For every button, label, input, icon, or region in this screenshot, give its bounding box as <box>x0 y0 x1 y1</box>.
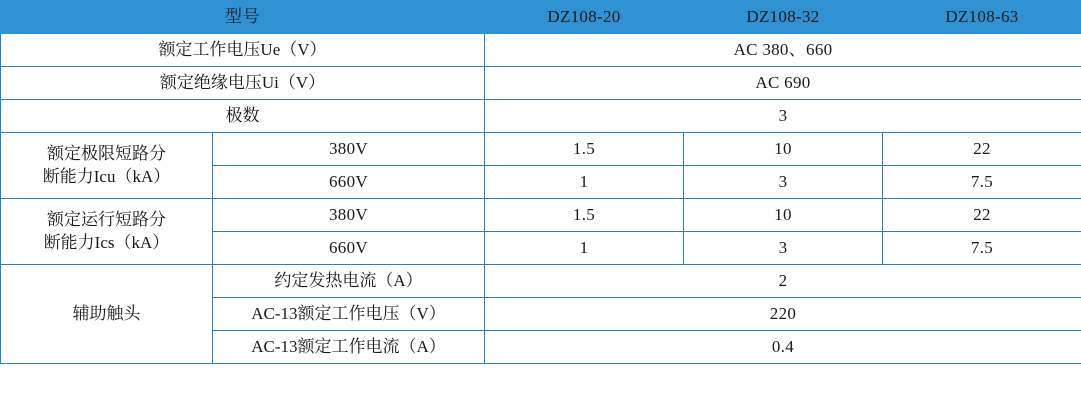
sub-label-ics-380v: 380V <box>213 199 485 232</box>
sub-label-ac13-rated-working-voltage: AC-13额定工作电压（V） <box>213 298 485 331</box>
row-label-rated-insulation-voltage: 额定绝缘电压Ui（V） <box>1 67 485 100</box>
table-row <box>1 100 1081 133</box>
value-ics-380v-dz108-20: 1.5 <box>485 199 684 232</box>
value-ics-380v-dz108-32: 10 <box>684 199 883 232</box>
value-ics-660v-dz108-20: 1 <box>485 232 684 265</box>
row-value-rated-working-voltage: AC 380、660 <box>485 34 1081 67</box>
group-label-ics <box>1 199 213 265</box>
group-label-ics-line2: 断能力Ics（kA） <box>43 232 170 252</box>
value-ics-660v-dz108-32: 3 <box>684 232 883 265</box>
row-label-rated-working-voltage: 额定工作电压Ue（V） <box>1 34 485 67</box>
header-model-dz108-63: DZ108-63 <box>883 1 1081 34</box>
value-ac13-rated-working-voltage: 220 <box>485 298 1081 331</box>
table-row <box>1 199 1081 232</box>
value-icu-660v-dz108-63: 7.5 <box>883 166 1081 199</box>
value-ics-380v-dz108-63: 22 <box>883 199 1081 232</box>
group-label-icu-line1: 额定极限短路分 <box>47 143 166 163</box>
table-header-row <box>1 1 1081 34</box>
row-value-rated-insulation-voltage: AC 690 <box>485 67 1081 100</box>
header-model-label: 型号 <box>1 1 485 34</box>
sub-label-ics-660v: 660V <box>213 232 485 265</box>
value-icu-660v-dz108-32: 3 <box>684 166 883 199</box>
sub-label-conventional-thermal-current: 约定发热电流（A） <box>213 265 485 298</box>
group-label-auxiliary-contacts: 辅助触头 <box>1 265 213 364</box>
header-model-dz108-20: DZ108-20 <box>485 1 684 34</box>
group-label-icu <box>1 133 213 199</box>
table-row <box>1 34 1081 67</box>
table-row <box>1 265 1081 298</box>
sub-label-ac13-rated-working-current: AC-13额定工作电流（A） <box>213 331 485 364</box>
sub-label-icu-380v: 380V <box>213 133 485 166</box>
row-label-poles: 极数 <box>1 100 485 133</box>
value-icu-660v-dz108-20: 1 <box>485 166 684 199</box>
table-row <box>1 67 1081 100</box>
value-icu-380v-dz108-20: 1.5 <box>485 133 684 166</box>
value-icu-380v-dz108-32: 10 <box>684 133 883 166</box>
value-conventional-thermal-current: 2 <box>485 265 1081 298</box>
value-ac13-rated-working-current: 0.4 <box>485 331 1081 364</box>
sub-label-icu-660v: 660V <box>213 166 485 199</box>
row-value-poles: 3 <box>485 100 1081 133</box>
table-row <box>1 133 1081 166</box>
value-ics-660v-dz108-63: 7.5 <box>883 232 1081 265</box>
header-model-dz108-32: DZ108-32 <box>684 1 883 34</box>
group-label-icu-line2: 断能力Icu（kA） <box>42 166 171 186</box>
group-label-ics-line1: 额定运行短路分 <box>47 209 166 229</box>
value-icu-380v-dz108-63: 22 <box>883 133 1081 166</box>
